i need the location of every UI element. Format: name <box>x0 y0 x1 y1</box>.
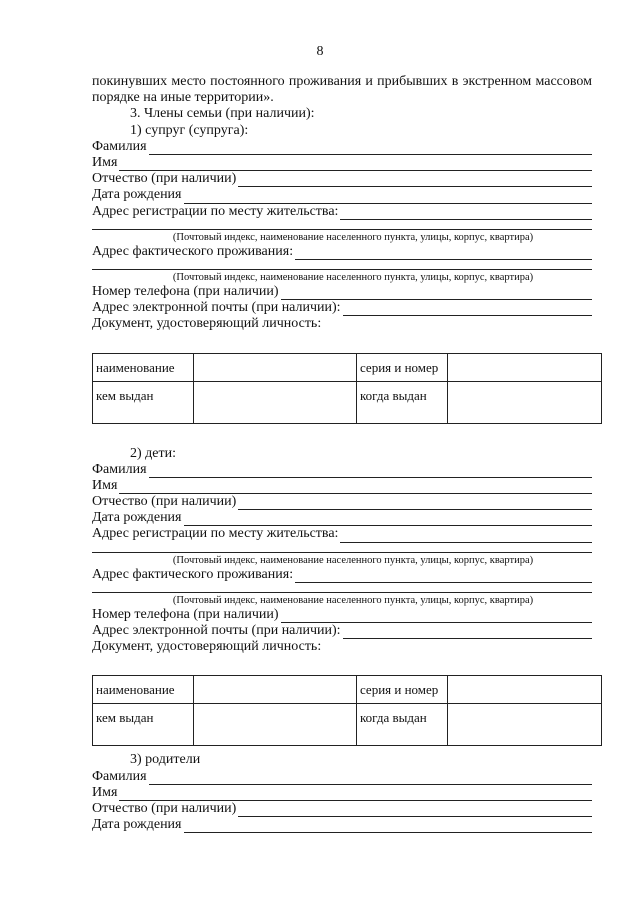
patronymic-label: Отчество (при наличии) <box>92 494 237 510</box>
children-phone-field[interactable] <box>281 610 592 623</box>
children-name-field[interactable] <box>119 481 592 494</box>
doc-issued-by-label: кем выдан <box>93 381 194 423</box>
children-phone-row <box>92 607 592 623</box>
doc-series-field[interactable] <box>448 353 602 381</box>
spouse-birth-date-field[interactable] <box>184 191 593 204</box>
spouse-surname-row <box>92 139 592 155</box>
doc-name-field[interactable] <box>194 676 357 704</box>
birth-date-label: Дата рождения <box>92 510 182 526</box>
address-caption: (Почтовый индекс, наименование населенного пункта, улицы, корпус, квартира) <box>172 554 534 566</box>
patronymic-label: Отчество (при наличии) <box>92 800 237 816</box>
spouse-actual-address-line2[interactable] <box>92 260 592 270</box>
parents-surname-field[interactable] <box>149 772 592 785</box>
children-heading: 2) дети: <box>130 445 176 461</box>
doc-name-label: наименование <box>93 353 194 381</box>
parents-heading: 3) родители <box>130 752 201 768</box>
children-surname-field[interactable] <box>149 465 592 478</box>
spouse-patronymic-row <box>92 171 592 187</box>
id-document-label: Документ, удостоверяющий личность: <box>92 639 322 655</box>
birth-date-label: Дата рождения <box>92 187 182 203</box>
spouse-email-field[interactable] <box>343 303 592 316</box>
doc-issued-date-field[interactable] <box>448 381 602 423</box>
children-name-row <box>92 478 592 494</box>
spouse-actual-address-field[interactable] <box>295 247 592 260</box>
address-caption: (Почтовый индекс, наименование населенного пункта, улицы, корпус, квартира) <box>172 594 534 606</box>
birth-date-label: Дата рождения <box>92 817 182 833</box>
children-email-row <box>92 623 592 639</box>
children-birth-date-row <box>92 510 592 526</box>
parents-patronymic-row <box>92 801 592 817</box>
parents-birth-date-field[interactable] <box>184 820 593 833</box>
spouse-reg-address-line2[interactable] <box>92 220 592 230</box>
children-birth-date-field[interactable] <box>184 513 593 526</box>
doc-issued-by-field[interactable] <box>194 704 357 746</box>
spouse-birth-date-row <box>92 187 592 203</box>
reg-address-label: Адрес регистрации по месту жительства: <box>92 203 339 219</box>
doc-issued-by-label: кем выдан <box>93 704 194 746</box>
doc-issued-date-field[interactable] <box>448 704 602 746</box>
page-number: 8 <box>316 44 324 59</box>
parents-name-row <box>92 785 592 801</box>
children-email-field[interactable] <box>343 626 592 639</box>
reg-address-label: Адрес регистрации по месту жительства: <box>92 526 339 542</box>
spouse-name-row <box>92 155 592 171</box>
children-id-document-row <box>92 639 592 655</box>
spouse-email-row <box>92 300 592 316</box>
name-label: Имя <box>92 477 118 493</box>
children-actual-address-line2[interactable] <box>92 583 592 593</box>
children-patronymic-field[interactable] <box>238 497 592 510</box>
patronymic-label: Отчество (при наличии) <box>92 171 237 187</box>
surname-label: Фамилия <box>92 138 147 154</box>
parents-birth-date-row <box>92 817 592 833</box>
surname-label: Фамилия <box>92 768 147 784</box>
doc-issued-date-label: когда выдан <box>357 381 448 423</box>
phone-label: Номер телефона (при наличии) <box>92 606 279 622</box>
doc-issued-date-label: когда выдан <box>357 704 448 746</box>
children-reg-address-field[interactable] <box>340 530 592 543</box>
surname-label: Фамилия <box>92 461 147 477</box>
spouse-phone-field[interactable] <box>281 287 592 300</box>
section-title: 3. Члены семьи (при наличии): <box>130 106 315 122</box>
doc-issued-by-field[interactable] <box>194 381 357 423</box>
spouse-heading: 1) супруг (супруга): <box>130 122 249 138</box>
spouse-reg-address-field[interactable] <box>340 207 592 220</box>
children-actual-address-row <box>92 567 592 583</box>
children-reg-address-row <box>92 526 592 542</box>
form-content <box>92 74 592 833</box>
address-caption: (Почтовый индекс, наименование населенного пункта, улицы, корпус, квартира) <box>172 231 534 243</box>
address-caption: (Почтовый индекс, наименование населенного пункта, улицы, корпус, квартира) <box>172 271 534 283</box>
doc-name-label: наименование <box>93 676 194 704</box>
parents-surname-row <box>92 769 592 785</box>
children-patronymic-row <box>92 494 592 510</box>
intro-paragraph: покинувших место постоянного проживания и прибывших в экстренном массовом порядке на иные территории». <box>92 74 592 106</box>
children-reg-address-line2[interactable] <box>92 543 592 553</box>
doc-series-field[interactable] <box>448 676 602 704</box>
phone-label: Номер телефона (при наличии) <box>92 283 279 299</box>
spouse-patronymic-field[interactable] <box>238 174 592 187</box>
doc-series-label: серия и номер <box>357 676 448 704</box>
spouse-surname-field[interactable] <box>149 142 592 155</box>
children-actual-address-field[interactable] <box>295 570 592 583</box>
email-label: Адрес электронной почты (при наличии): <box>92 623 341 638</box>
name-label: Имя <box>92 784 118 800</box>
spouse-phone-row <box>92 284 592 300</box>
id-document-label: Документ, удостоверяющий личность: <box>92 316 322 332</box>
children-surname-row <box>92 462 592 478</box>
spouse-id-document-row <box>92 316 592 332</box>
actual-address-label: Адрес фактического проживания: <box>92 243 294 259</box>
parents-patronymic-field[interactable] <box>238 804 592 817</box>
spouse-actual-address-row <box>92 244 592 260</box>
parents-name-field[interactable] <box>119 788 592 801</box>
children-id-document-table <box>92 675 602 746</box>
spouse-name-field[interactable] <box>119 158 592 171</box>
name-label: Имя <box>92 154 118 170</box>
doc-series-label: серия и номер <box>357 353 448 381</box>
spouse-reg-address-row <box>92 204 592 220</box>
spouse-id-document-table <box>92 353 602 424</box>
actual-address-label: Адрес фактического проживания: <box>92 566 294 582</box>
email-label: Адрес электронной почты (при наличии): <box>92 300 341 316</box>
doc-name-field[interactable] <box>194 353 357 381</box>
